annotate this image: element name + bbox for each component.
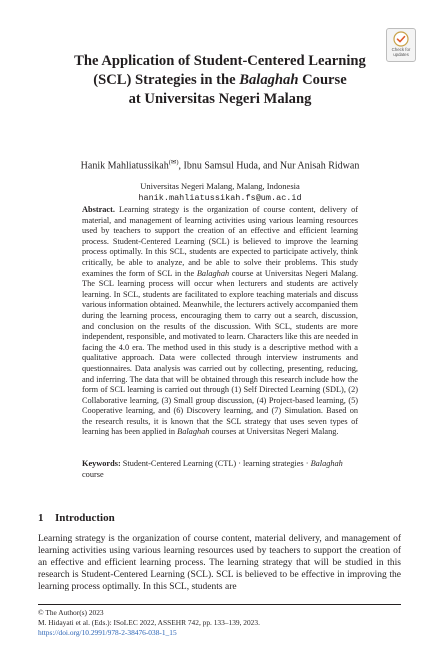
- section-title: Introduction: [55, 512, 115, 524]
- abstract-italic-1: Balaghah: [196, 268, 230, 278]
- keywords-italic: Balaghah: [310, 459, 343, 468]
- footer: [38, 604, 401, 637]
- section-heading: [38, 512, 115, 525]
- badge-line2: updates: [393, 52, 409, 57]
- keywords-text: Student-Centered Learning (CTL) · learning strategies ·: [120, 459, 311, 468]
- title-line1: The Application of Student-Centered Learning: [74, 53, 366, 69]
- abstract-text-2: course at Universitas Negeri Malang. The SCL learning process will occur when lecturers and students are actively learning. In SCL, students are facilitated to explore teaching materials and discuss various information obtained. Meanwhile, the lecturers actively accompanied them during the learning process, encouraging them to carry out a search, discussion, and conclusion on the results of the discussion. With SCL, students are more independent, responsible, and motivated to learn. Characters like this are needed in facing the 4.0 era. The method used in this study is a descriptive method with a qualitative approach. Data were collected through interview instruments and questionnaires. Data analysis was carried out by collecting, presenting, reducing, and inferring. The data that will be obtained through this research include how the form of SCL learning is carried out through (1) Self Directed Learning (SDL), (2) Collaborative learning, (3) Small group discussion, (4) Project-based learning, (5) Cooperative learning, and (6) Discovery learning, and (7) Simulation. Based on the research results, it is known that the SCL strategy that uses seven types of learning has been applied in: [82, 268, 359, 437]
- other-authors: , Ibnu Samsul Huda, and Nur Anisah Ridwan: [178, 160, 360, 172]
- title-line2-pre: (SCL) Strategies in the: [93, 72, 240, 88]
- paper-title: [60, 52, 380, 109]
- badge-line1: Check for: [391, 47, 411, 52]
- abstract-italic-2: Balaghah: [177, 427, 210, 437]
- institution: Universitas Negeri Malang, Malang, Indonesia: [140, 181, 300, 191]
- citation: M. Hidayati et al. (Eds.): ISoLEC 2022, ASSEHR 742, pp. 133–139, 2023.: [38, 617, 260, 627]
- author-list: [60, 157, 380, 172]
- keywords: [82, 459, 358, 480]
- intro-paragraph: Learning strategy is the organization of course content, material delivery, and management of learning activities using various learning resources used by teachers to support the creation of an effective and efficient learning process. The learning strategy that will be studied in this research is Student-Centered Learning (SCL). SCL is believed to be effective in improving the learning process optimally. In this SCL, students are: [38, 534, 401, 592]
- affiliation: [60, 181, 380, 204]
- check-for-updates-badge[interactable]: [386, 28, 416, 62]
- abstract-label: Abstract.: [82, 205, 115, 214]
- doi-link[interactable]: https://doi.org/10.2991/978-2-38476-038-1_15: [38, 627, 177, 637]
- keywords-label: Keywords:: [82, 459, 121, 468]
- abstract: [82, 205, 358, 438]
- title-line2-post: Course: [298, 72, 347, 88]
- section-number: 1: [38, 512, 44, 524]
- author-1: Hanik Mahliatussikah: [80, 160, 169, 172]
- corresponding-author-mark[interactable]: (✉): [168, 159, 179, 166]
- title-line2-italic: Balaghah: [239, 72, 299, 88]
- author-email[interactable]: hanik.mahliatussikah.fs@um.ac.id: [138, 193, 302, 203]
- abstract-text-1: Learning strategy is the organization of course content, delivery of material, and management of learning activities using various learning resources used by teachers to support the creation of an effective and efficient learning process. Student-Centered Learning (SCL) is believed to improve the learning process optimally. In this SCL, students are expected to participate actively, think critically, be able to analyze, and be able to solve their problems. This study examines the form of SCL in the: [82, 205, 358, 278]
- abstract-text-3: courses at Universitas Negeri Malang.: [209, 427, 339, 437]
- copyright: © The Author(s) 2023: [38, 608, 104, 617]
- footer-divider: [38, 604, 401, 605]
- title-line3: at Universitas Negeri Malang: [128, 91, 312, 107]
- keywords-post: course: [82, 469, 104, 479]
- check-for-updates-icon: [393, 31, 409, 47]
